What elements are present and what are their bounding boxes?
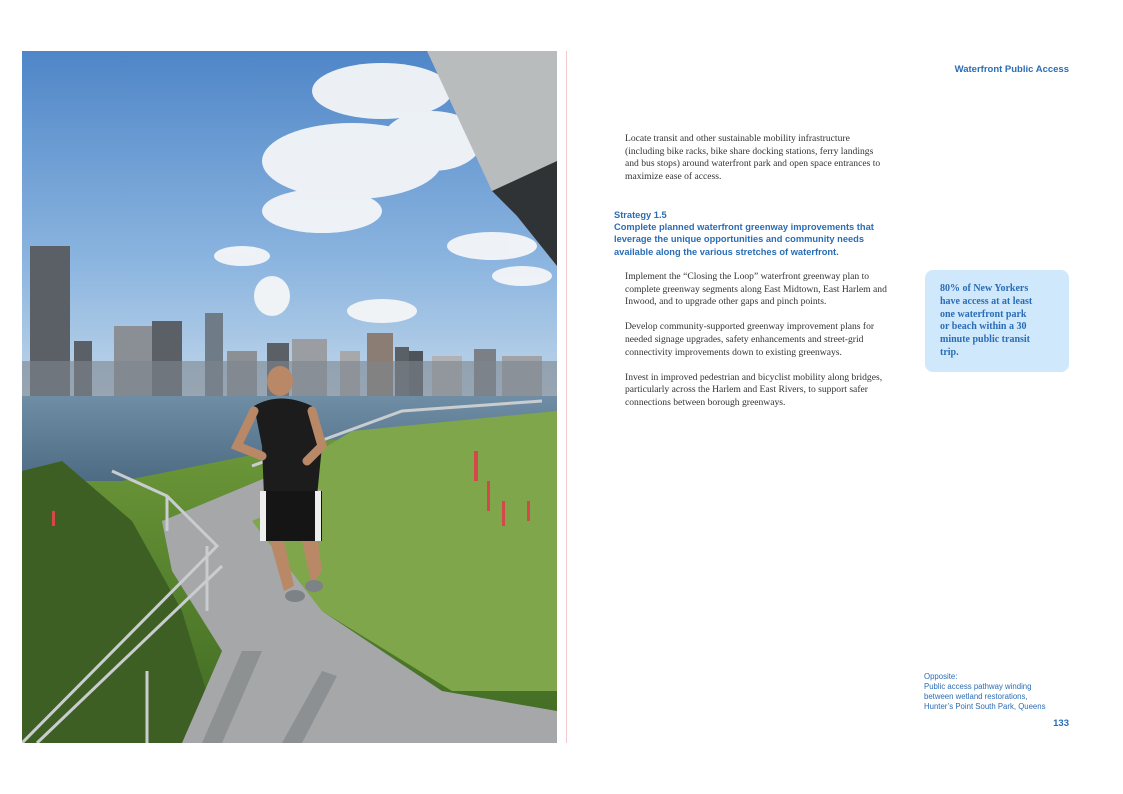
intro-paragraph: Locate transit and other sustainable mobility infrastructure (including bike racks, bike share docking stations, ferry landings and bus stops) around waterfront park and open space entrances to maximize ease of access.	[625, 133, 881, 182]
strategy-title-line: available along the various stretches of waterfront.	[614, 246, 839, 257]
strategy-title-line: leverage the unique opportunities and community needs	[614, 234, 865, 245]
hero-photo	[22, 51, 557, 743]
strategy-label: Strategy 1.5	[614, 210, 667, 220]
photo-caption: Opposite: Public access pathway winding between wetland restorations, Hunter’s Point South Park, Queens	[924, 672, 1046, 711]
strategy-actions	[625, 271, 920, 422]
action-paragraph: Invest in improved pedestrian and bicyclist mobility along bridges, particularly across the Harlem and East Rivers, to support safer connections between borough greenways.	[625, 371, 883, 408]
greenway-photo-illustration	[22, 51, 557, 743]
page-spine-divider	[566, 51, 567, 743]
action-paragraph: Implement the “Closing the Loop” waterfront greenway plan to complete greenway segments along East Midtown, East Harlem and Inwood, and to upgrade other gaps and pinch points.	[625, 271, 887, 308]
stat-callout-box: 80% of New Yorkers have access at at least one waterfront park or beach within a 30 minute public transit trip.	[925, 270, 1069, 372]
strategy-title-line: Complete planned waterfront greenway improvements that	[614, 222, 874, 233]
action-paragraph: Develop community-supported greenway improvement plans for needed signage upgrades, safety enhancements and street-grid connectivity improvements down to existing greenways.	[625, 321, 875, 358]
running-head: Waterfront Public Access	[954, 64, 1069, 75]
strategy-heading	[614, 209, 914, 258]
page-number: 133	[1053, 718, 1069, 729]
